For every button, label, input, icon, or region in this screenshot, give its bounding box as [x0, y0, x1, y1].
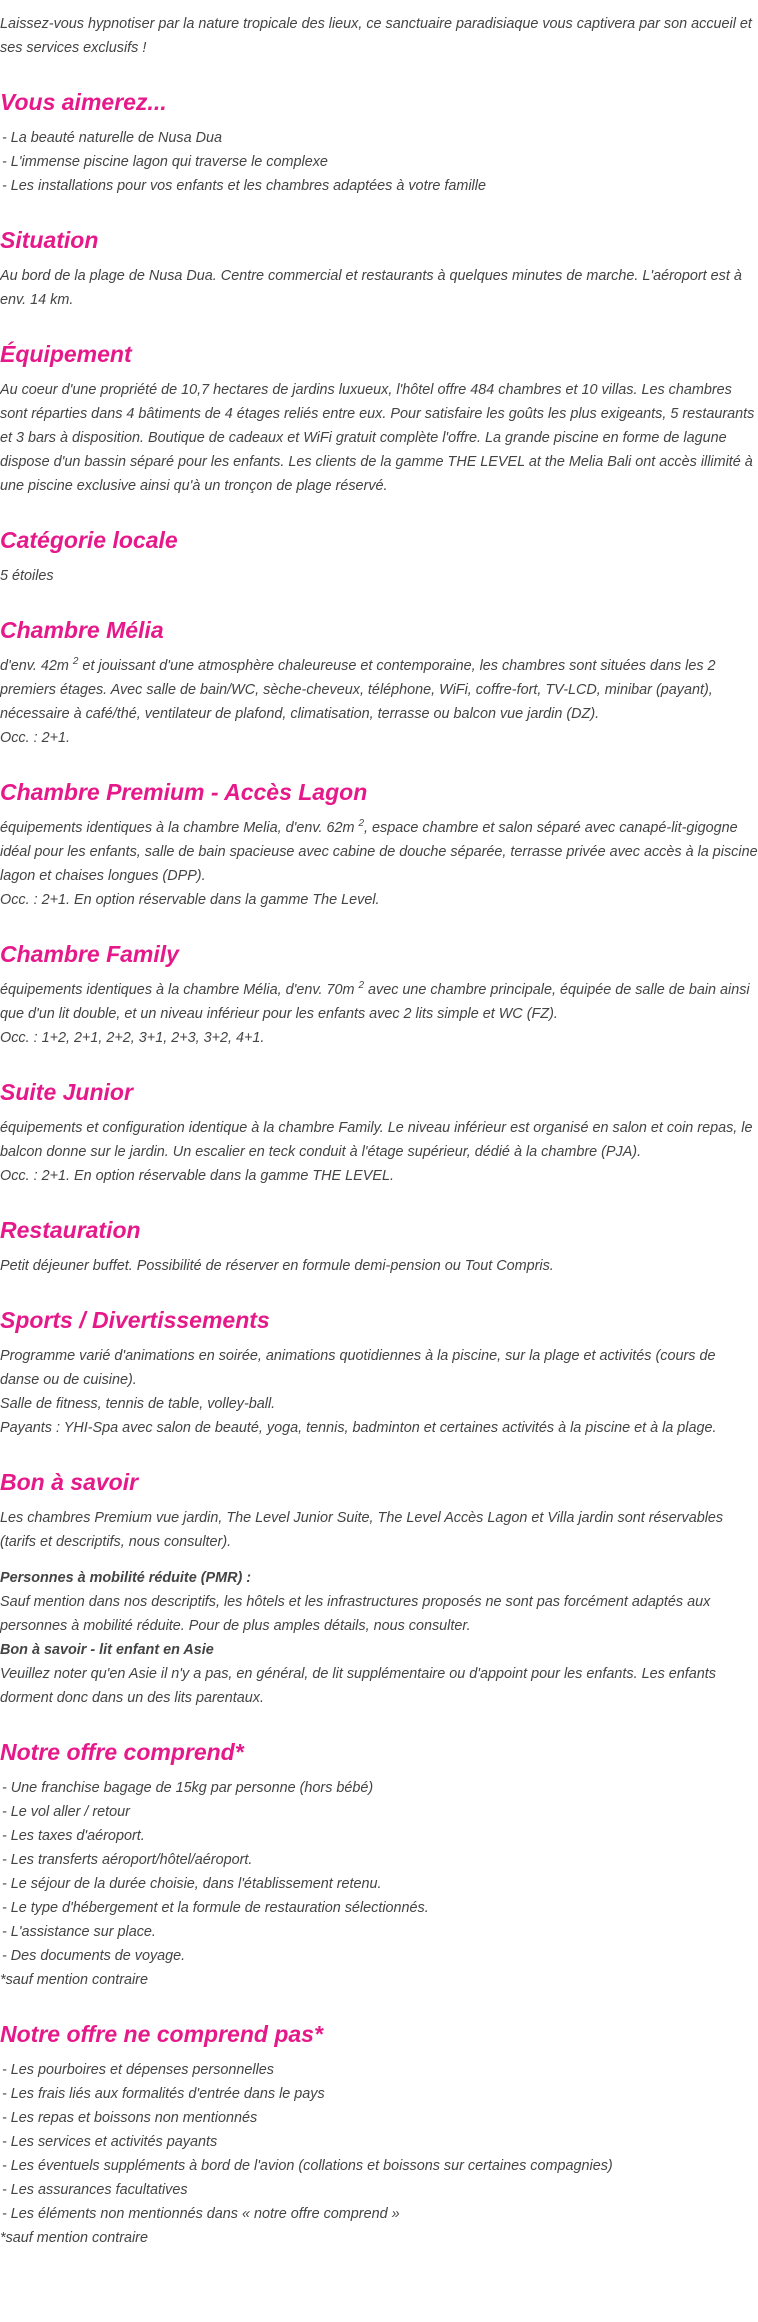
list-item: - Les éléments non mentionnés dans « notre offre comprend » — [2, 2206, 400, 2222]
lit-enfant-title — [0, 1638, 758, 1662]
chambre-premium-text — [0, 816, 758, 888]
lit-enfant-text: Veuillez noter qu'en Asie il n'y a pas, en général, de lit supplémentaire ou d'appoint pour les enfants. Les enfants dorment donc dans un des lits parentaux. — [0, 1666, 716, 1706]
list-item: - L'immense piscine lagon qui traverse le complexe — [2, 154, 328, 170]
list-item: - Les taxes d'aéroport. — [2, 1828, 145, 1844]
situation-text: Au bord de la plage de Nusa Dua. Centre commercial et restaurants à quelques minutes de marche. L'aéroport est à env. 14 km. — [0, 268, 742, 308]
section-title-bon-a-savoir: Bon à savoir — [0, 1469, 139, 1495]
spacer — [0, 1554, 758, 1566]
offre-ne-comprend-note: *sauf mention contraire — [0, 2230, 148, 2246]
chambre-melia-text — [0, 654, 758, 726]
text-segment: équipements identiques à la chambre Melia, d'env. 62m — [0, 820, 359, 836]
sports-line: Payants : YHI-Spa avec salon de beauté, yoga, tennis, badminton et certaines activités à la piscine et à la plage. — [0, 1420, 717, 1436]
sports-line: Salle de fitness, tennis de table, volley-ball. — [0, 1396, 276, 1412]
chambre-family-text — [0, 978, 758, 1026]
list-item: - Les éventuels suppléments à bord de l'avion (collations et boissons sur certaines compagnies) — [2, 2158, 613, 2174]
list-item: - Les installations pour vos enfants et les chambres adaptées à votre famille — [2, 178, 486, 194]
suite-junior-text: équipements et configuration identique à la chambre Family. Le niveau inférieur est organisé en salon et coin repas, le balcon donne sur le jardin. Un escalier en teck conduit à l'étage supérieur, dédié à la chambre (PJA). — [0, 1120, 753, 1160]
text-segment: avec une chambre principale, équipée de salle de bain ainsi que d'un lit double, et un niveau inférieur pour les enfants avec 2 lits simple et WC (FZ). — [0, 982, 750, 1022]
chambre-premium-occ: Occ. : 2+1. En option réservable dans la gamme The Level. — [0, 892, 380, 908]
superscript: 2 — [358, 818, 365, 830]
superscript: 2 — [72, 656, 79, 668]
section-title-chambre-premium: Chambre Premium - Accès Lagon — [0, 779, 368, 805]
chambre-melia-occ: Occ. : 2+1. — [0, 730, 70, 746]
superscript: 2 — [358, 980, 365, 992]
section-title-chambre-melia: Chambre Mélia — [0, 617, 164, 643]
section-title-sports: Sports / Divertissements — [0, 1307, 270, 1333]
list-item: - Les pourboires et dépenses personnelles — [2, 2062, 274, 2078]
section-title-suite-junior: Suite Junior — [0, 1079, 133, 1105]
equipement-text: Au coeur d'une propriété de 10,7 hectares de jardins luxueux, l'hôtel offre 484 chambres et 10 villas. Les chambres sont réparties dans 4 bâtiments de 4 étages reliés entre eux. Pour satisfaire les goûts les plus exigeants, 5 restaurants et 3 bars à disposition. Boutique de cadeaux et WiFi gratuit complète l'offre. La grande piscine en forme de lagune dispose d'un bassin séparé pour les enfants. Les clients de la gamme THE LEVEL at the Melia Bali ont accès illimité à une piscine exclusive ainsi qu'à un tronçon de plage réservé. — [0, 382, 755, 494]
aimerez-list — [0, 126, 758, 198]
section-title-situation: Situation — [0, 227, 99, 253]
section-title-offre-ne-comprend: Notre offre ne comprend pas* — [0, 2021, 323, 2047]
section-title-equipement: Équipement — [0, 341, 132, 367]
pmr-title — [0, 1566, 758, 1590]
list-item: - Le vol aller / retour — [2, 1804, 130, 1820]
list-item: - Les repas et boissons non mentionnés — [2, 2110, 258, 2126]
list-item: - Des documents de voyage. — [2, 1948, 186, 1964]
pmr-text: Sauf mention dans nos descriptifs, les hôtels et les infrastructures proposés ne sont pas forcément adaptés aux personnes à mobilité réduite. Pour de plus amples détails, nous consulter. — [0, 1594, 711, 1634]
section-title-categorie: Catégorie locale — [0, 527, 178, 553]
chambre-family-occ: Occ. : 1+2, 2+1, 2+2, 3+1, 2+3, 3+2, 4+1. — [0, 1030, 265, 1046]
text-segment: équipements identiques à la chambre Mélia, d'env. 70m — [0, 982, 359, 998]
offre-comprend-list — [0, 1776, 758, 1968]
list-item: - Les services et activités payants — [2, 2134, 218, 2150]
section-title-offre-comprend: Notre offre comprend* — [0, 1739, 244, 1765]
list-item: - Les transferts aéroport/hôtel/aéroport. — [2, 1852, 253, 1868]
list-item: - Les assurances facultatives — [2, 2182, 188, 2198]
offre-comprend-note: *sauf mention contraire — [0, 1972, 148, 1988]
list-item: - Le type d'hébergement et la formule de restauration sélectionnés. — [2, 1900, 429, 1916]
sports-line: Programme varié d'animations en soirée, animations quotidiennes à la piscine, sur la plage et activités (cours de danse ou de cuisine). — [0, 1348, 716, 1388]
list-item: - Les frais liés aux formalités d'entrée dans le pays — [2, 2086, 325, 2102]
text-segment: et jouissant d'une atmosphère chaleureuse et contemporaine, les chambres sont situées dans les 2 premiers étages. Avec salle de bain/WC, sèche-cheveux, téléphone, WiFi, coffre-fort, TV-LCD, minibar (payant), nécessaire à café/thé, ventilateur de plafond, climatisation, terrasse ou balcon vue jardin (DZ). — [0, 658, 716, 722]
pmr-title-bold: Personnes à mobilité réduite (PMR) : — [0, 1570, 252, 1586]
list-item: - Une franchise bagage de 15kg par personne (hors bébé) — [2, 1780, 374, 1796]
section-title-chambre-family: Chambre Family — [0, 941, 179, 967]
list-item: - La beauté naturelle de Nusa Dua — [2, 130, 223, 146]
bon-a-savoir-text: Les chambres Premium vue jardin, The Level Junior Suite, The Level Accès Lagon et Villa jardin sont réservables (tarifs et descriptifs, nous consulter). — [0, 1510, 724, 1550]
text-segment: , espace chambre et salon séparé avec canapé-lit-gigogne idéal pour les enfants, salle de bain spacieuse avec cabine de douche séparée, terrasse privée avec accès à la piscine lagon et chaises longues (DPP). — [0, 820, 758, 884]
offre-ne-comprend-list — [0, 2058, 758, 2226]
section-title-aimerez: Vous aimerez... — [0, 89, 167, 115]
list-item: - L'assistance sur place. — [2, 1924, 156, 1940]
section-title-restauration: Restauration — [0, 1217, 141, 1243]
restauration-text: Petit déjeuner buffet. Possibilité de réserver en formule demi-pension ou Tout Compris. — [0, 1258, 554, 1274]
suite-junior-occ: Occ. : 2+1. En option réservable dans la gamme THE LEVEL. — [0, 1168, 394, 1184]
list-item: - Le séjour de la durée choisie, dans l'établissement retenu. — [2, 1876, 382, 1892]
lit-enfant-title-bold: Bon à savoir - lit enfant en Asie — [0, 1642, 214, 1658]
intro-text: Laissez-vous hypnotiser par la nature tropicale des lieux, ce sanctuaire paradisiaque vous captivera par son accueil et ses services exclusifs ! — [0, 16, 752, 56]
categorie-text: 5 étoiles — [0, 568, 54, 584]
text-segment: d'env. 42m — [0, 658, 73, 674]
